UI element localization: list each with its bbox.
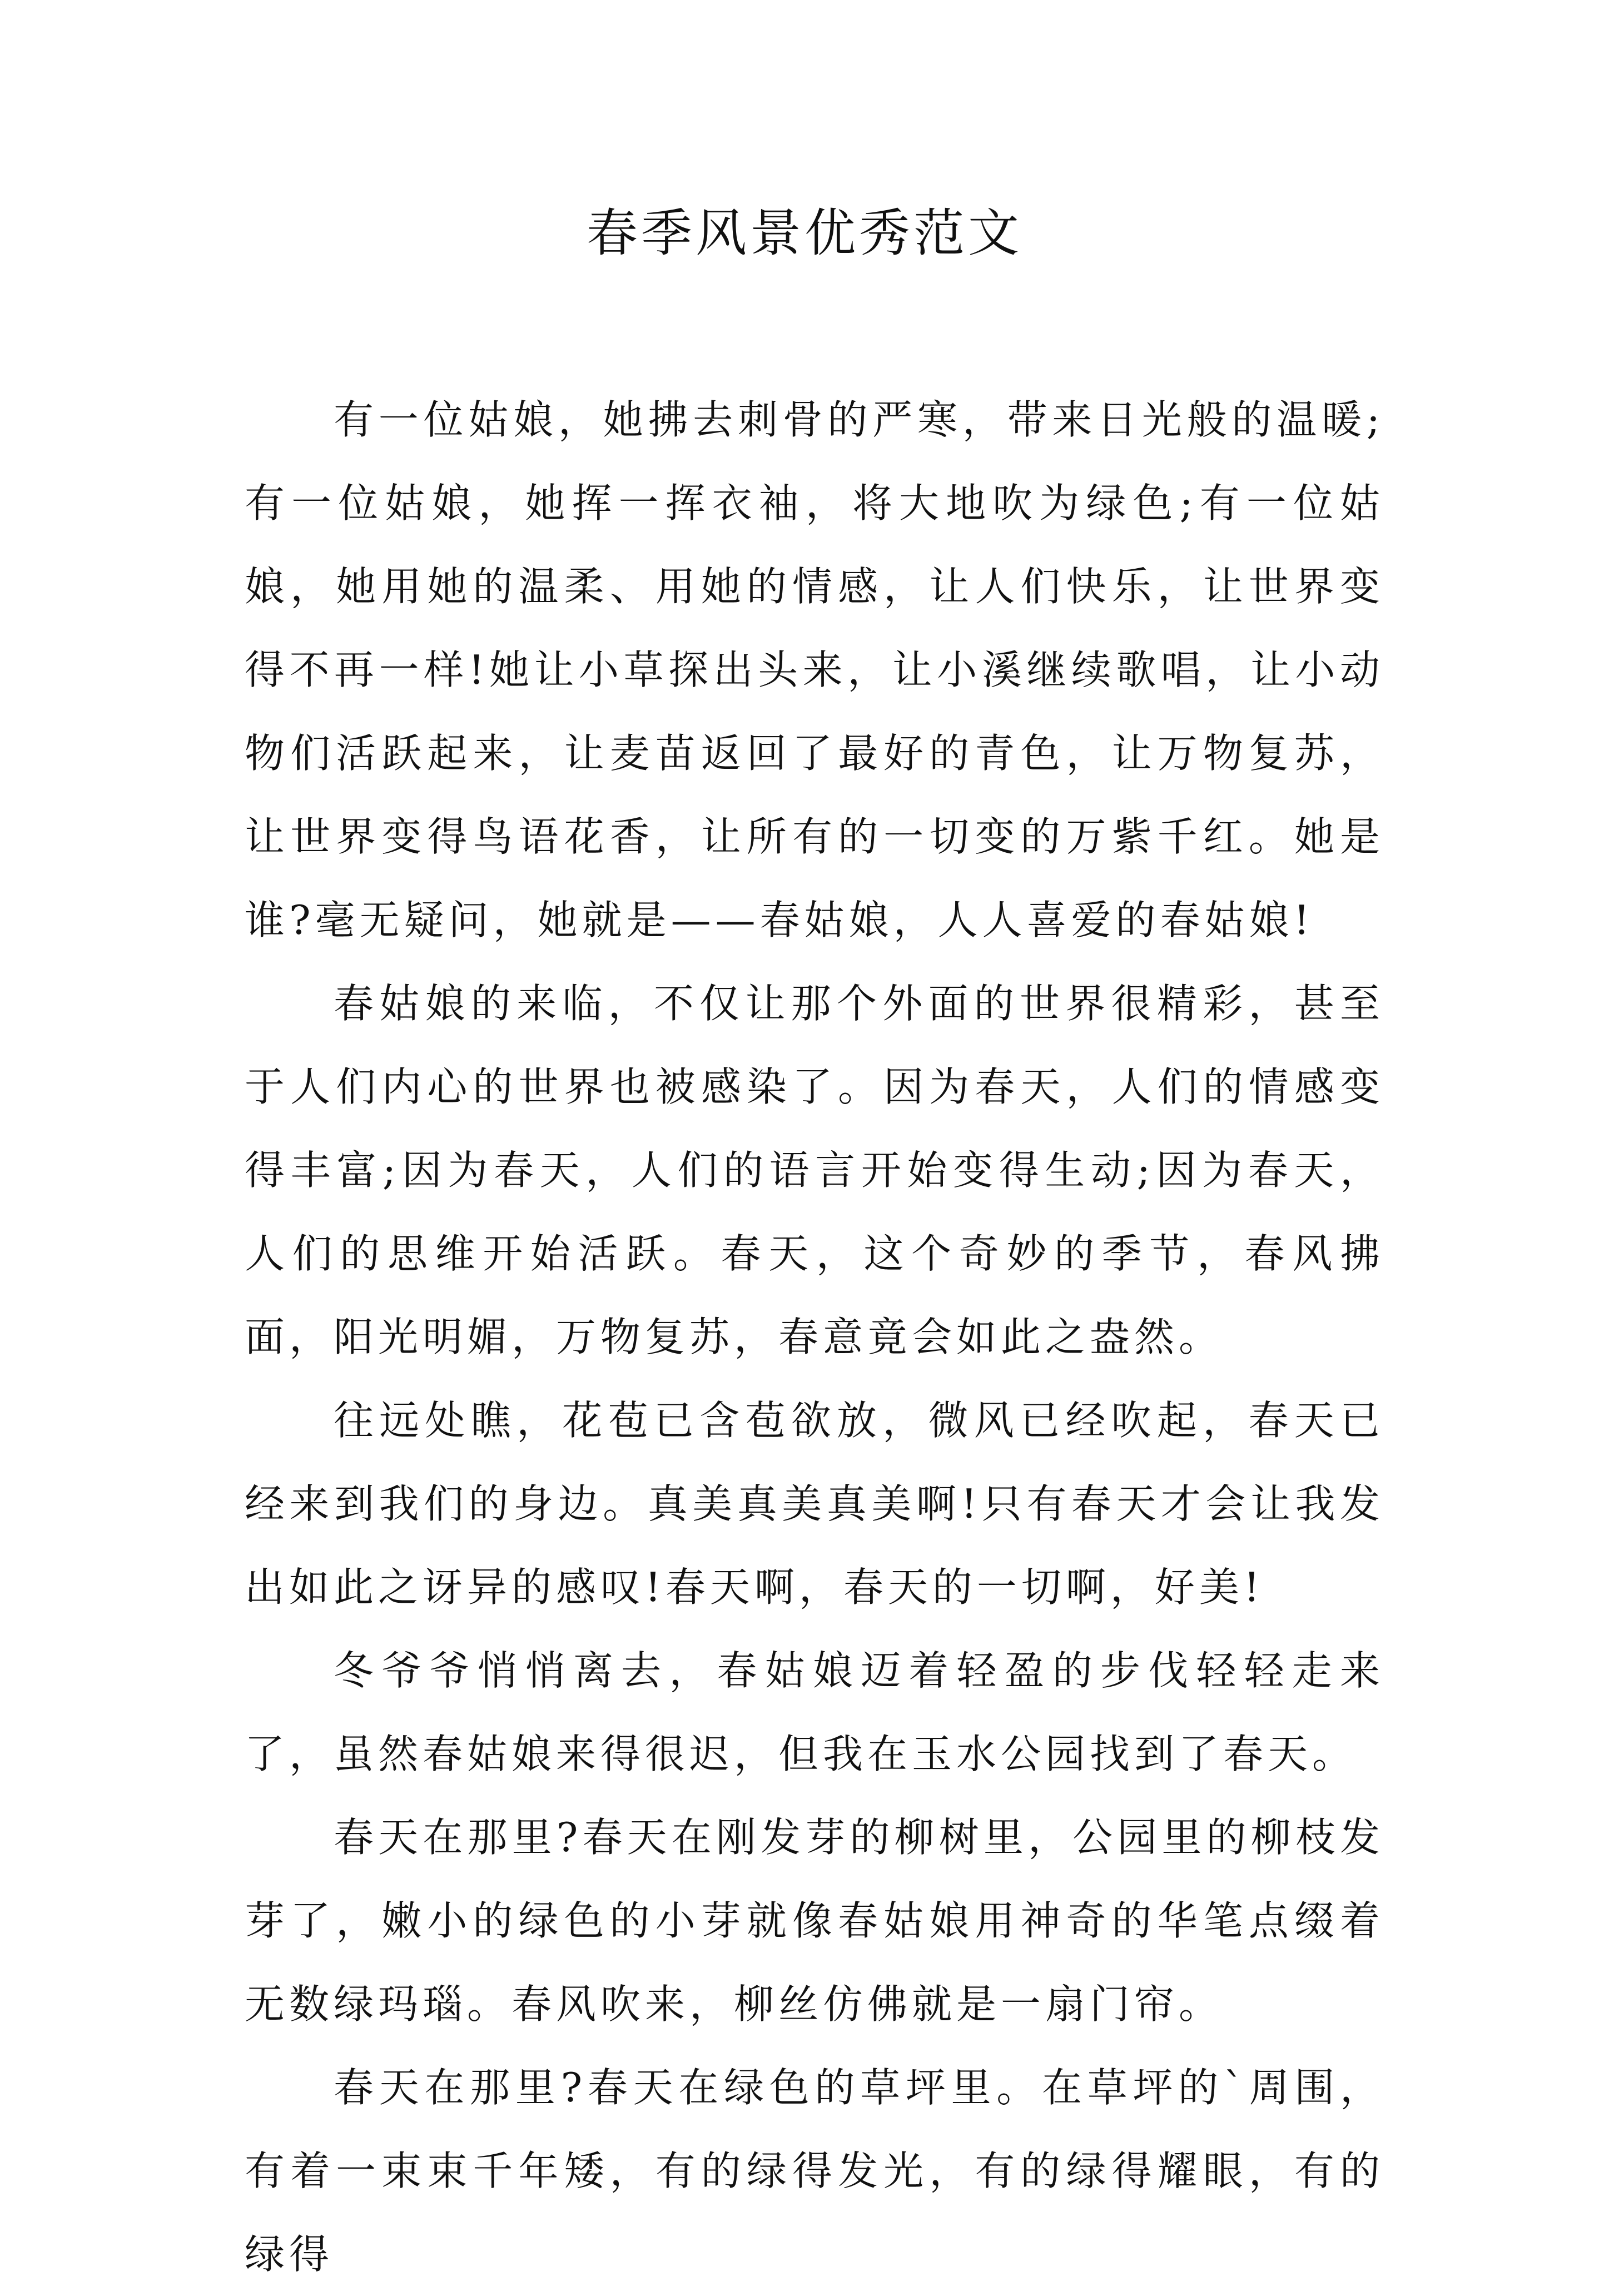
paragraph: 往远处瞧，花苞已含苞欲放，微风已经吹起，春天已经来到我们的身边。真美真美真美啊!只有春天才会让我发出如此之讶异的感叹!春天啊，春天的一切啊，好美! [245,1397,1384,1611]
paragraph: 春天在那里?春天在刚发芽的柳树里，公园里的柳枝发芽了，嫩小的绿色的小芽就像春姑娘用神奇的华笔点缀着无数绿玛瑙。春风吹来，柳丝仿佛就是一扇门帘。 [245,1814,1384,2027]
document-body [245,378,1384,2296]
paragraph: 春天在那里?春天在绿色的草坪里。在草坪的`周围，有着一束束千年矮，有的绿得发光，有的绿得耀眼，有的绿得 [245,2064,1384,2278]
document-title: 春季风景优秀范文 [586,203,1022,263]
paragraph: 有一位姑娘，她拂去刺骨的严寒，带来日光般的温暖;有一位姑娘，她挥一挥衣袖，将大地吹为绿色;有一位姑娘，她用她的温柔、用她的情感，让人们快乐，让世界变得不再一样!她让小草探出头来，让小溪继续歌唱，让小动物们活跃起来，让麦苗返回了最好的青色，让万物复苏，让世界变得鸟语花香，让所有的一切变的万紫千红。她是谁?毫无疑问，她就是——春姑娘，人人喜爱的春姑娘! [245,396,1384,943]
paragraph: 春姑娘的来临，不仅让那个外面的世界很精彩，甚至于人们内心的世界也被感染了。因为春天，人们的情感变得丰富;因为春天，人们的语言开始变得生动;因为春天，人们的思维开始活跃。春天，这个奇妙的季节，春风拂面，阳光明媚，万物复苏，春意竟会如此之盎然。 [245,980,1384,1360]
paragraph: 冬爷爷悄悄离去，春姑娘迈着轻盈的步伐轻轻走来了，虽然春姑娘来得很迟，但我在玉水公园找到了春天。 [245,1647,1384,1777]
